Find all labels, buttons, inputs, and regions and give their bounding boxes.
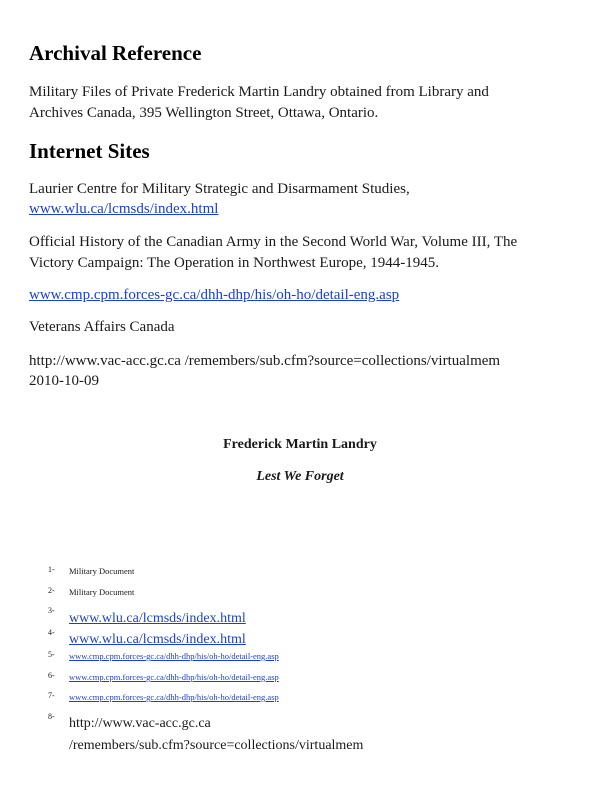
footnote-link[interactable]: www.cmp.cpm.forces-gc.ca/dhh-dhp/his/oh-ho/detail-eng.asp [69, 672, 279, 682]
footnote-text: http://www.vac-acc.gc.ca [69, 716, 211, 731]
veterans-affairs-text: Veterans Affairs Canada [29, 319, 175, 335]
footnote-number: 7- [48, 691, 55, 700]
cmp-forces-link[interactable]: www.cmp.cpm.forces-gc.ca/dhh-dhp/his/oh-ho/detail-eng.asp [29, 287, 400, 303]
footnote-link[interactable]: www.cmp.cpm.forces-gc.ca/dhh-dhp/his/oh-ho/detail-eng.asp [69, 692, 279, 702]
archival-reference-line-1: Military Files of Private Frederick Martin Landry obtained from Library and [29, 84, 489, 100]
footnote-number: 6- [48, 671, 55, 680]
laurier-centre-text: Laurier Centre for Military Strategic and Disarmament Studies, [29, 181, 410, 197]
lest-we-forget: Lest We Forget [256, 469, 344, 484]
archival-reference-line-2: Archives Canada, 395 Wellington Street, Ottawa, Ontario. [29, 105, 379, 121]
archival-reference-heading: Archival Reference [29, 41, 202, 65]
footnote-6 [48, 671, 568, 685]
footnote-text: Military Document [69, 587, 135, 597]
vac-date-text: 2010-10-09 [29, 373, 99, 389]
vac-url-text: http://www.vac-acc.gc.ca /remembers/sub.cfm?source=collections/virtualmem [29, 353, 501, 369]
footnote-1 [48, 565, 568, 579]
footnote-number: 1- [48, 565, 55, 574]
footnote-link[interactable]: www.wlu.ca/lcmsds/index.html [69, 632, 246, 647]
official-history-line-2: Victory Campaign: The Operation in Northwest Europe, 1944-1945. [29, 255, 439, 271]
footnote-number: 5- [48, 650, 55, 659]
footnote-number: 3- [48, 606, 55, 615]
footnote-text: Military Document [69, 566, 135, 576]
footnote-number: 8- [48, 712, 55, 721]
footnote-2 [48, 586, 568, 600]
footnote-number: 2- [48, 586, 55, 595]
footnote-3 [48, 606, 568, 626]
footnote-5 [48, 650, 568, 664]
internet-sites-heading: Internet Sites [29, 139, 150, 163]
footnote-text-continued: /remembers/sub.cfm?source=collections/virtualmem [69, 738, 364, 753]
footnote-8 [48, 712, 568, 756]
soldier-name: Frederick Martin Landry [223, 437, 377, 452]
laurier-centre-link[interactable]: www.wlu.ca/lcmsds/index.html [29, 201, 219, 217]
footnote-4 [48, 628, 568, 648]
footnote-number: 4- [48, 628, 55, 637]
footnote-7 [48, 691, 568, 705]
official-history-line-1: Official History of the Canadian Army in the Second World War, Volume III, The [29, 234, 518, 250]
footnote-link[interactable]: www.wlu.ca/lcmsds/index.html [69, 611, 246, 626]
footnote-link[interactable]: www.cmp.cpm.forces-gc.ca/dhh-dhp/his/oh-ho/detail-eng.asp [69, 651, 279, 661]
